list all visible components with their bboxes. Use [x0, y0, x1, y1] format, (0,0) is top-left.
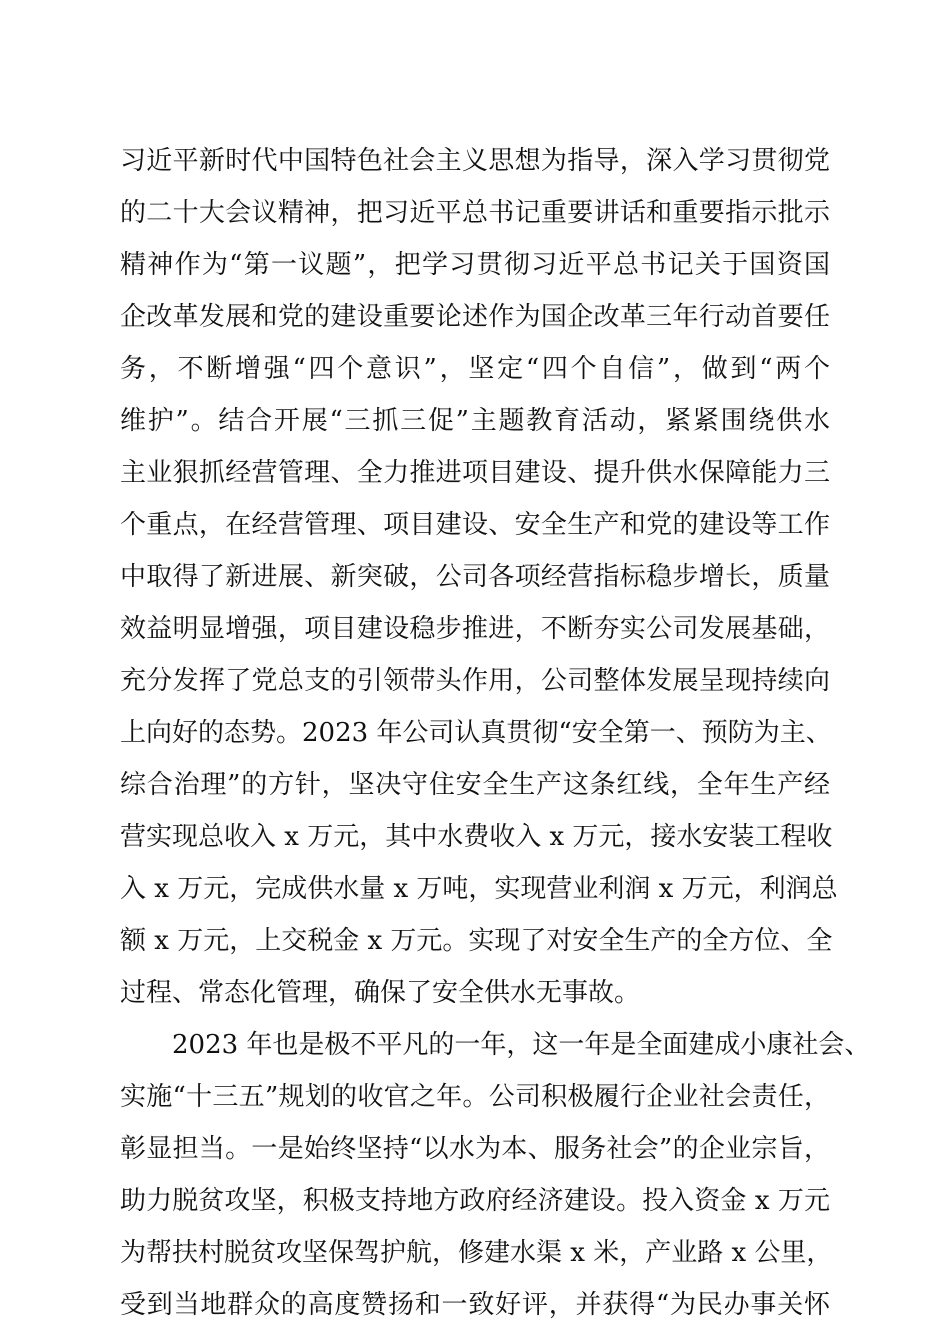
text-line: 的二十大会议精神，把习近平总书记重要讲话和重要指示批示 — [120, 198, 830, 228]
text-line: 效益明显增强，项目建设稳步推进，不断夯实公司发展基础， — [120, 614, 830, 644]
text-line: 综合治理”的方针，坚决守住安全生产这条红线，全年生产经 — [120, 770, 830, 800]
text-line: 企改革发展和党的建设重要论述作为国企改革三年行动首要任 — [120, 302, 830, 332]
text-line: 充分发挥了党总支的引领带头作用，公司整体发展呈现持续向 — [120, 666, 830, 696]
text-line: 助力脱贫攻坚，积极支持地方政府经济建设。投入资金 x 万元 — [120, 1186, 830, 1216]
text-line: 过程、常态化管理，确保了安全供水无事故。 — [120, 978, 641, 1008]
text-line: 中取得了新进展、新突破，公司各项经营指标稳步增长，质量 — [120, 562, 830, 592]
text-line: 务，不断增强“四个意识”，坚定“四个自信”，做到“两个 — [120, 354, 830, 384]
text-line: 实施“十三五”规划的收官之年。公司积极履行企业社会责任， — [120, 1082, 830, 1112]
text-line: 为帮扶村脱贫攻坚保驾护航，修建水渠 x 米，产业路 x 公里， — [120, 1238, 833, 1268]
text-line: 营实现总收入 x 万元，其中水费收入 x 万元，接水安装工程收 — [120, 822, 833, 852]
text-line: 主业狠抓经营管理、全力推进项目建设、提升供水保障能力三 — [120, 458, 830, 488]
text-line: 额 x 万元，上交税金 x 万元。实现了对安全生产的全方位、全 — [120, 926, 833, 956]
text-line: 上向好的态势。2023 年公司认真贯彻“安全第一、预防为主、 — [120, 718, 832, 748]
text-line: 精神作为“第一议题”，把学习贯彻习近平总书记关于国资国 — [120, 250, 830, 280]
text-line: 入 x 万元，完成供水量 x 万吨，实现营业利润 x 万元，利润总 — [120, 874, 838, 904]
paragraph-first-line: 2023 年也是极不平凡的一年，这一年是全面建成小康社会、 — [172, 1030, 871, 1060]
text-line: 维护”。结合开展“三抓三促”主题教育活动，紧紧围绕供水 — [120, 406, 830, 436]
text-line: 彰显担当。一是始终坚持“以水为本、服务社会”的企业宗旨， — [120, 1134, 830, 1164]
text-line: 个重点，在经营管理、项目建设、安全生产和党的建设等工作 — [120, 510, 830, 540]
text-line: 受到当地群众的高度赞扬和一致好评，并获得“为民办事关怀 — [120, 1290, 830, 1320]
text-line: 习近平新时代中国特色社会主义思想为指导，深入学习贯彻党 — [120, 146, 830, 176]
